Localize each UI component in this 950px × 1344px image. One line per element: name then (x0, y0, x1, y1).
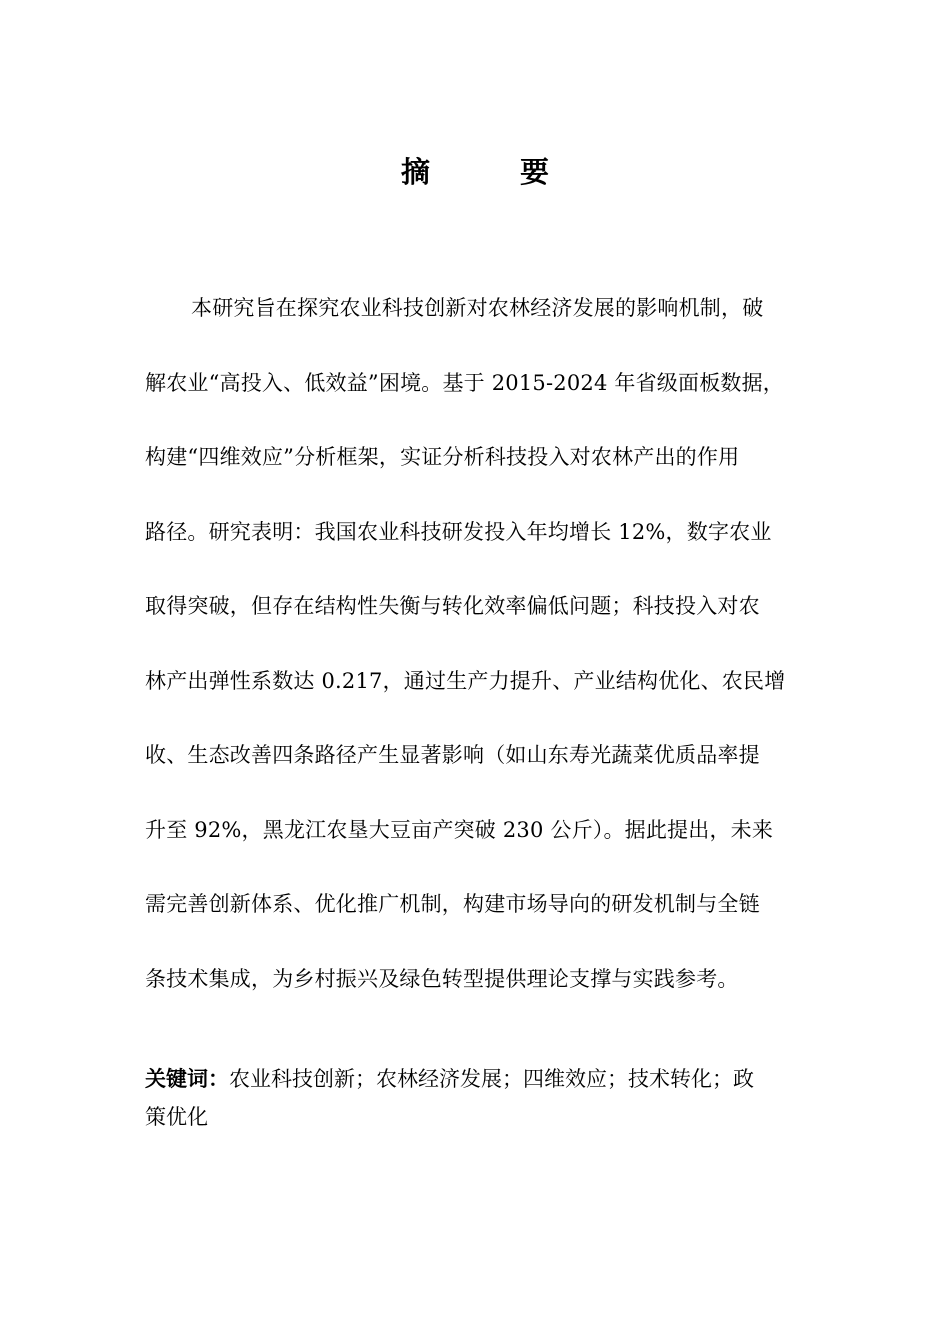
keywords-row-1 (145, 1060, 807, 1098)
keywords-label: 关键词： (145, 1067, 229, 1091)
abstract-body (145, 286, 807, 1031)
keywords-row-2: 策优化 (145, 1105, 208, 1129)
abstract-line: 林产出弹性系数达 0.217，通过生产力提升、产业结构优化、农民增 (145, 668, 786, 693)
abstract-line: 需完善创新体系、优化推广机制，构建市场导向的研发机制与全链 (145, 892, 760, 916)
abstract-line: 升至 92%，黑龙江农垦大豆亩产突破 230 公斤）。据此提出，未来 (145, 817, 774, 842)
keywords-section (145, 1060, 807, 1136)
abstract-line: 解农业“高投入、低效益”困境。基于 2015-2024 年省级面板数据， (145, 370, 785, 395)
abstract-line: 本研究旨在探究农业科技创新对农林经济发展的影响机制，破 (191, 296, 764, 320)
abstract-line: 取得突破，但存在结构性失衡与转化效率偏低问题；科技投入对农 (145, 594, 760, 618)
abstract-title: 摘 要 (400, 155, 590, 189)
keywords-text: 农业科技创新；农林经济发展；四维效应；技术转化；政 (229, 1067, 754, 1091)
abstract-line: 收、生态改善四条路径产生显著影响（如山东寿光蔬菜优质品率提 (145, 743, 760, 767)
abstract-line: 条技术集成，为乡村振兴及绿色转型提供理论支撑与实践参考。 (145, 966, 739, 991)
abstract-line: 路径。研究表明：我国农业科技研发投入年均增长 12%，数字农业 (145, 519, 772, 544)
abstract-line: 构建“四维效应”分析框架，实证分析科技投入对农林产出的作用 (145, 445, 740, 469)
